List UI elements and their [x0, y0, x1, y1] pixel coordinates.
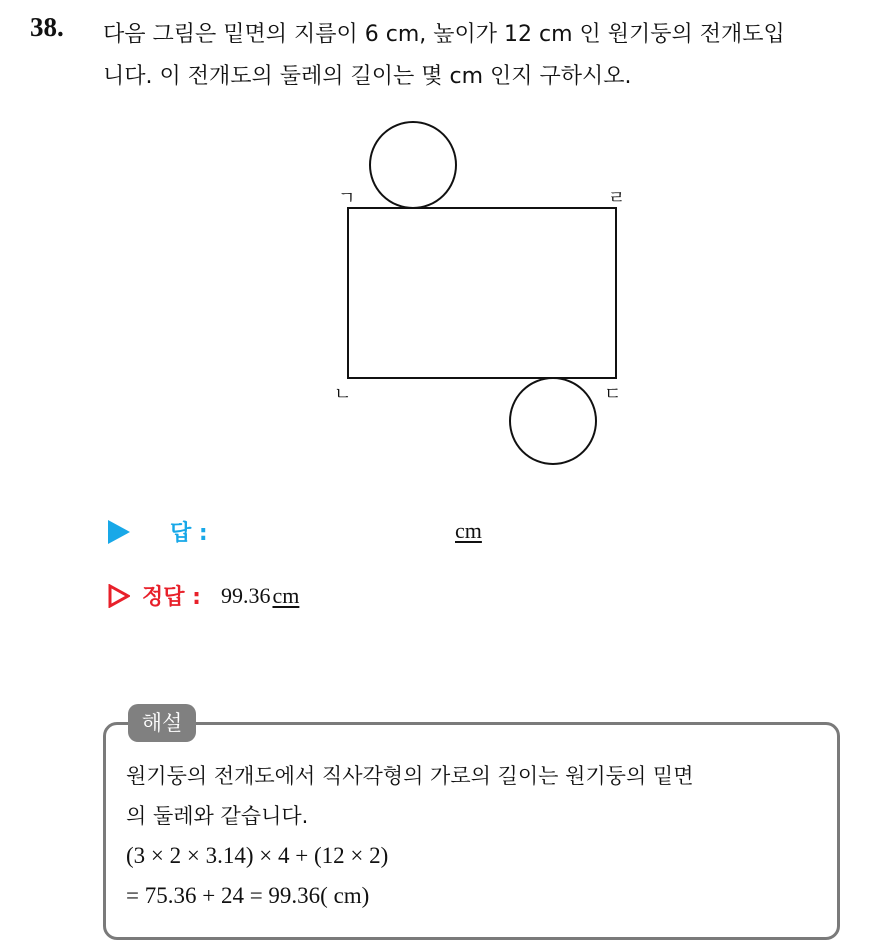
explanation-tag: 해설 [128, 704, 196, 742]
question-text [103, 14, 873, 98]
explanation-line-1: 원기둥의 전개도에서 직사각형의 가로의 길이는 원기둥의 밑면 [126, 764, 694, 788]
explanation-formula-1: (3 × 2 × 3.14) × 4 + (12 × 2) [126, 843, 389, 868]
lateral-rectangle [348, 208, 616, 378]
question-number: 38. [30, 12, 64, 42]
answer-row [108, 516, 208, 547]
explanation-line-2: 의 둘레와 같습니다. [126, 804, 309, 828]
corner-label-top-left: ㄱ [338, 188, 356, 209]
corner-label-bottom-right: ㄷ [604, 384, 622, 405]
top-base-circle [370, 122, 456, 208]
correct-answer-label: 정답 : [142, 585, 201, 610]
answer-unit: cm [455, 518, 482, 543]
question-line-1: 다음 그림은 밑면의 지름이 6 cm, 높이가 12 cm 인 원기둥의 전개도입 [103, 22, 785, 47]
correct-answer-unit: cm [272, 582, 300, 608]
answer-label: 답 : [170, 521, 208, 546]
correct-answer-value: 99.36 [220, 582, 271, 608]
outline-triangle-icon [108, 584, 130, 608]
correct-answer-row [108, 580, 299, 611]
question-line-2: 니다. 이 전개도의 둘레의 길이는 몇 cm 인지 구하시오. [103, 64, 632, 89]
bottom-base-circle [510, 378, 596, 464]
corner-label-top-right: ㄹ [608, 188, 626, 209]
explanation-formula-2: = 75.36 + 24 = 99.36( cm) [126, 883, 370, 908]
play-triangle-icon [108, 520, 130, 544]
cylinder-net-figure [320, 110, 640, 470]
explanation-text [126, 756, 831, 916]
corner-label-bottom-left: ㄴ [334, 384, 352, 405]
